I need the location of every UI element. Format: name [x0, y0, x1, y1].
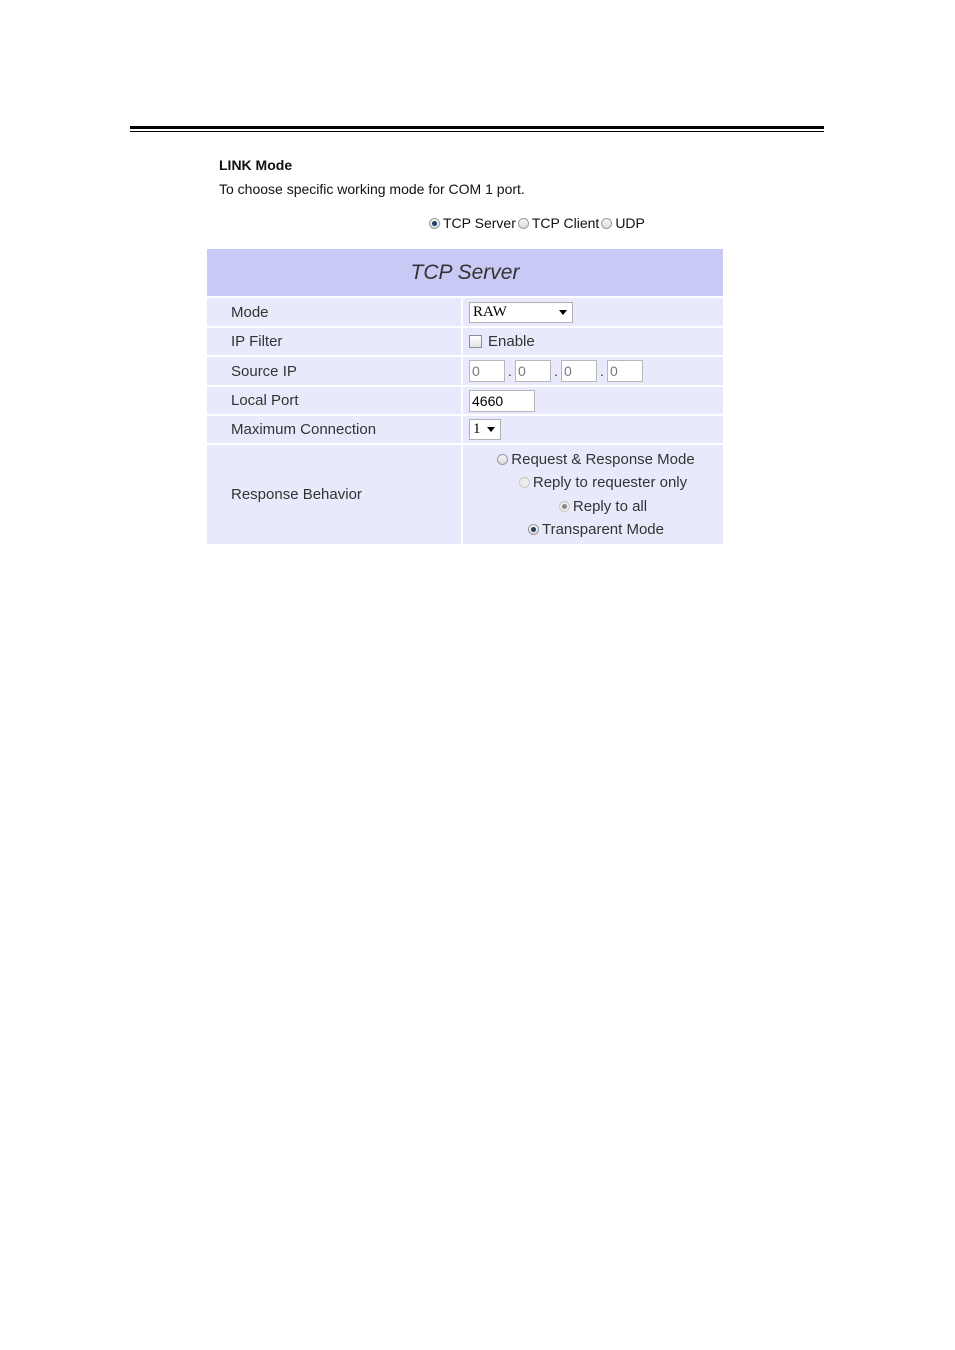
row-local-port [207, 387, 723, 416]
radio-tcp-client[interactable] [518, 215, 599, 231]
transparent-mode-label: Transparent Mode [541, 521, 664, 539]
source-ip-octet-4[interactable] [607, 360, 643, 382]
chevron-down-icon [559, 310, 567, 315]
ip-filter-checkbox[interactable] [469, 335, 482, 348]
radio-label-tcp-server: TCP Server [443, 215, 516, 231]
radio-udp[interactable] [601, 215, 645, 231]
maximum-connection-value-cell [463, 416, 723, 443]
radio-button-transparent[interactable] [528, 524, 539, 535]
row-maximum-connection [207, 416, 723, 445]
section-title: LINK Mode [219, 157, 293, 173]
radio-button-reply-requester[interactable] [519, 477, 530, 488]
radio-button-udp[interactable] [601, 218, 612, 229]
top-rule-thick [130, 126, 824, 129]
chevron-down-icon [487, 427, 495, 432]
request-response-label: Request & Response Mode [511, 450, 695, 468]
radio-button-tcp-client[interactable] [518, 218, 529, 229]
radio-button-reply-all[interactable] [559, 501, 570, 512]
response-behavior-label: Response Behavior [207, 445, 463, 544]
radio-label-tcp-client: TCP Client [531, 215, 600, 231]
radio-reply-to-all[interactable] [545, 495, 647, 519]
radio-transparent-mode[interactable] [528, 518, 664, 542]
link-mode-radio-group [429, 215, 647, 231]
radio-button-tcp-server[interactable] [429, 218, 440, 229]
row-source-ip [207, 357, 723, 387]
row-ip-filter [207, 328, 723, 357]
mode-value-cell [463, 298, 723, 326]
panel-title: TCP Server [207, 249, 723, 298]
response-behavior-options [463, 445, 723, 544]
maximum-connection-value: 1 [473, 421, 481, 437]
source-ip-label: Source IP [207, 357, 463, 385]
reply-all-label: Reply to all [572, 497, 648, 515]
mode-select-value: RAW [473, 303, 507, 320]
radio-tcp-server[interactable] [429, 215, 516, 231]
local-port-input[interactable] [469, 390, 535, 412]
mode-label: Mode [207, 298, 463, 326]
radio-request-response-mode[interactable] [497, 448, 694, 472]
ip-separator: . [600, 363, 604, 379]
row-response-behavior [207, 445, 723, 544]
ip-filter-enable-label: Enable [488, 333, 535, 350]
source-ip-octet-3[interactable] [561, 360, 597, 382]
ip-separator: . [554, 363, 558, 379]
ip-filter-value-cell [463, 328, 723, 355]
local-port-label: Local Port [207, 387, 463, 414]
tcp-server-panel [207, 249, 723, 545]
local-port-value-cell [463, 387, 723, 414]
section-description: To choose specific working mode for COM 1 port. [219, 181, 525, 197]
radio-button-request-response[interactable] [497, 454, 508, 465]
radio-label-udp: UDP [615, 215, 645, 231]
maximum-connection-select[interactable] [469, 419, 501, 440]
row-mode [207, 298, 723, 328]
ip-separator: . [508, 363, 512, 379]
source-ip-value-cell [463, 357, 723, 385]
radio-reply-requester-only[interactable] [505, 471, 687, 495]
reply-requester-label: Reply to requester only [532, 474, 688, 492]
top-rule-thin [130, 131, 824, 132]
source-ip-octet-2[interactable] [515, 360, 551, 382]
maximum-connection-label: Maximum Connection [207, 416, 463, 443]
source-ip-octet-1[interactable] [469, 360, 505, 382]
ip-filter-label: IP Filter [207, 328, 463, 355]
mode-select[interactable] [469, 302, 573, 323]
